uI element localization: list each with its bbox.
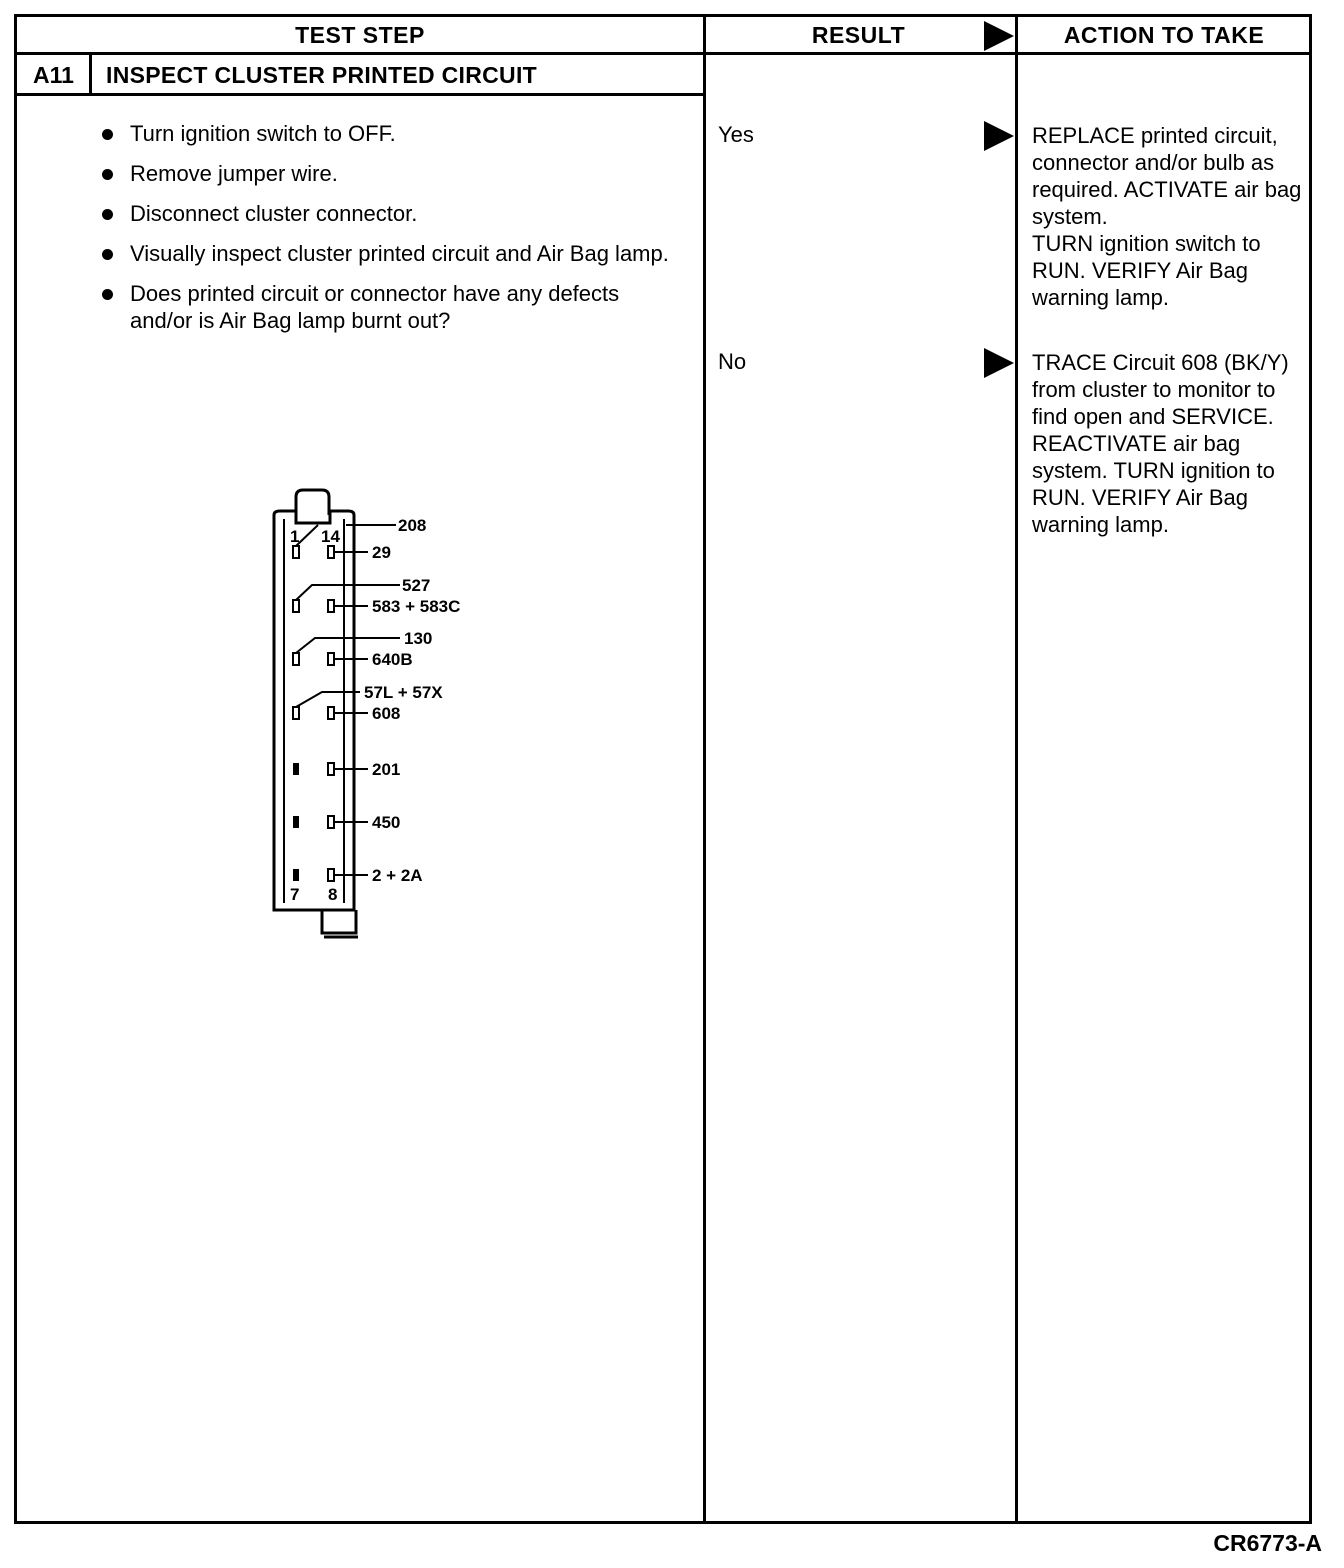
list-item: Disconnect cluster connector. [100,200,680,227]
list-item: Remove jumper wire. [100,160,680,187]
header-test-step: TEST STEP [295,22,425,48]
circuit-label: 2 + 2A [372,866,423,885]
result-yes: Yes [718,122,754,147]
result-no: No [718,349,747,374]
connector-body [274,511,354,910]
column-divider-action [1015,14,1018,1524]
cluster-connector-diagram [260,485,500,945]
connector-latch-top [296,490,329,515]
circuit-label: 527 [402,576,431,595]
bullet-icon [102,129,113,140]
bullet-icon [102,289,113,300]
circuit-label: 450 [372,813,401,832]
pin-number-7: 7 [290,885,300,904]
step-id: A11 [33,61,74,88]
circuit-label: 201 [372,760,401,779]
result-no-arrow-icon [984,348,1014,378]
figure-reference: CR6773-A [1213,1530,1322,1556]
header-action: ACTION TO TAKE [1063,22,1265,48]
step-title-rule [14,93,706,96]
action-no: TRACE Circuit 608 (BK/Y) from cluster to monitor to find open and SERVICE. REACTIVATE air bag system. TURN ignition to RUN. VERIFY Air Bag warning lamp. [1032,350,1289,537]
column-divider-result [703,14,706,1524]
header-result: RESULT [811,22,906,48]
circuit-label: 583 + 583C [372,597,461,616]
circuit-label: 640B [372,650,413,669]
list-item: Does printed circuit or connector have any defects and/or is Air Bag lamp burnt out? [100,280,680,334]
result-yes-arrow-icon [984,121,1014,151]
list-item: Turn ignition switch to OFF. [100,120,680,147]
action-yes: REPLACE printed circuit, connector and/or bulb as required. ACTIVATE air bag system. TURN ignition switch to RUN. VERIFY Air Bag warning lamp. [1032,123,1302,310]
circuit-label: 208 [398,516,427,535]
connector-tab-bottom [322,910,356,933]
list-item: Visually inspect cluster printed circuit and Air Bag lamp. [100,240,680,267]
bullet-icon [102,249,113,260]
pin-number-1: 1 [290,527,300,546]
step-title: INSPECT CLUSTER PRINTED CIRCUIT [106,61,537,88]
circuit-label: 130 [404,629,433,648]
step-instructions [100,120,680,347]
pin-number-14: 14 [321,527,340,546]
circuit-label: 29 [372,543,391,562]
header-arrow-icon [984,21,1014,51]
bullet-icon [102,169,113,180]
pin-number-8: 8 [328,885,338,904]
circuit-label: 608 [372,704,401,723]
circuit-label: 57L + 57X [364,683,443,702]
bullet-icon [102,209,113,220]
